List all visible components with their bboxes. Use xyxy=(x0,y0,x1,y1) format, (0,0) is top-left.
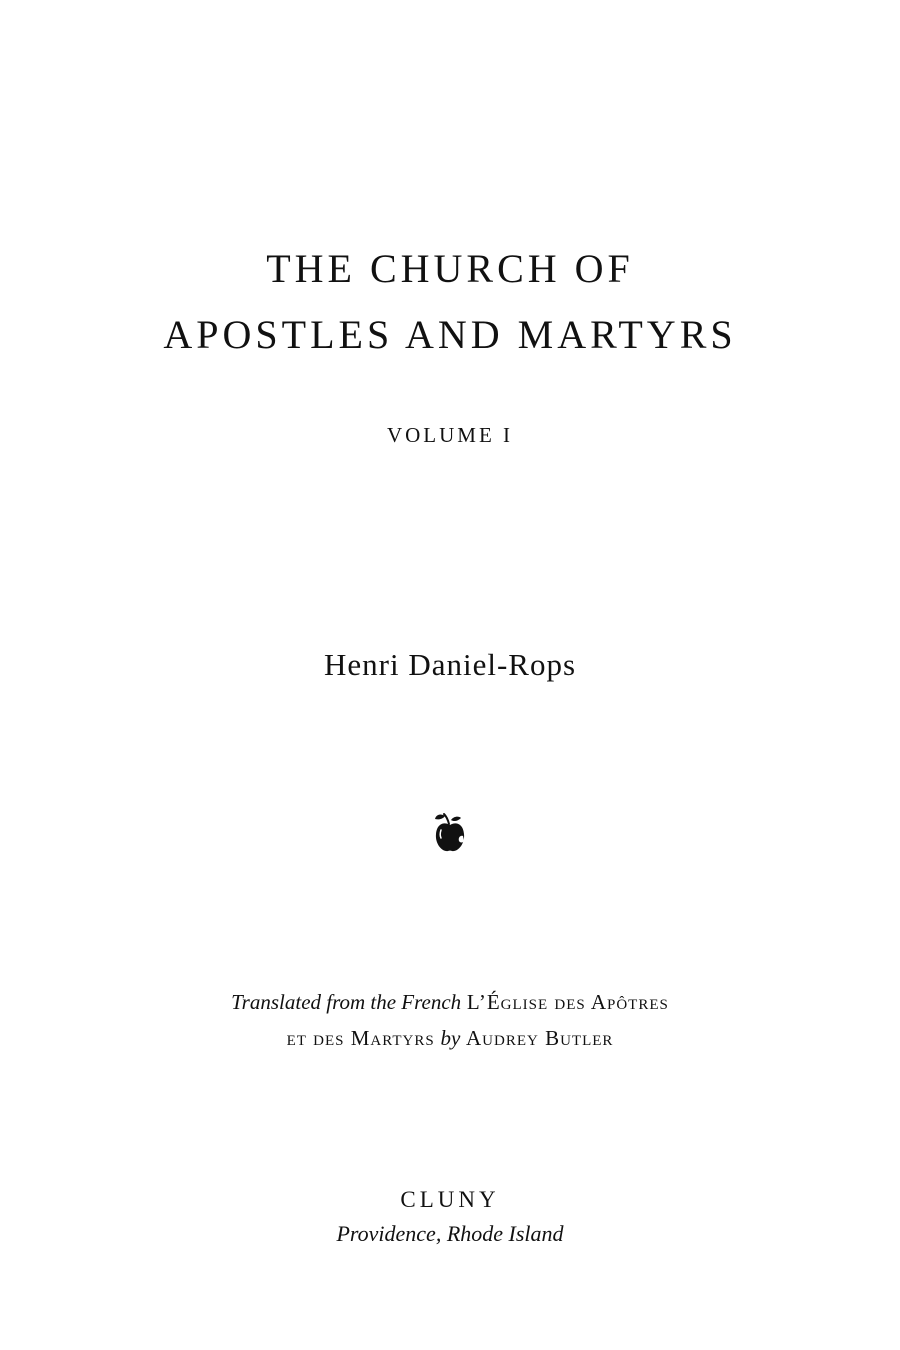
translation-credit-line-2 xyxy=(0,1020,900,1056)
book-title-line-1: THE CHURCH OF xyxy=(266,246,634,291)
translation-credit-line-1 xyxy=(0,984,900,1020)
translator-name: Audrey Butler xyxy=(466,1026,614,1050)
book-title-line-2: APOSTLES AND MARTYRS xyxy=(163,312,737,357)
original-title-part-2: et des Martyrs xyxy=(286,1026,435,1050)
publisher-place: Providence, Rhode Island xyxy=(336,1221,564,1246)
book-title xyxy=(0,236,900,368)
volume-label: VOLUME I xyxy=(386,423,514,447)
translation-by: by xyxy=(440,1026,461,1050)
translation-lead: Translated from the French xyxy=(231,990,462,1014)
original-title-part-1: L’Église des Apôtres xyxy=(466,990,669,1014)
ornament xyxy=(0,810,900,854)
author-name: Henri Daniel-Rops xyxy=(323,647,577,682)
publisher-name: CLUNY xyxy=(400,1187,500,1212)
translation-credit xyxy=(0,984,900,1056)
apple-ornament-icon xyxy=(433,810,467,854)
